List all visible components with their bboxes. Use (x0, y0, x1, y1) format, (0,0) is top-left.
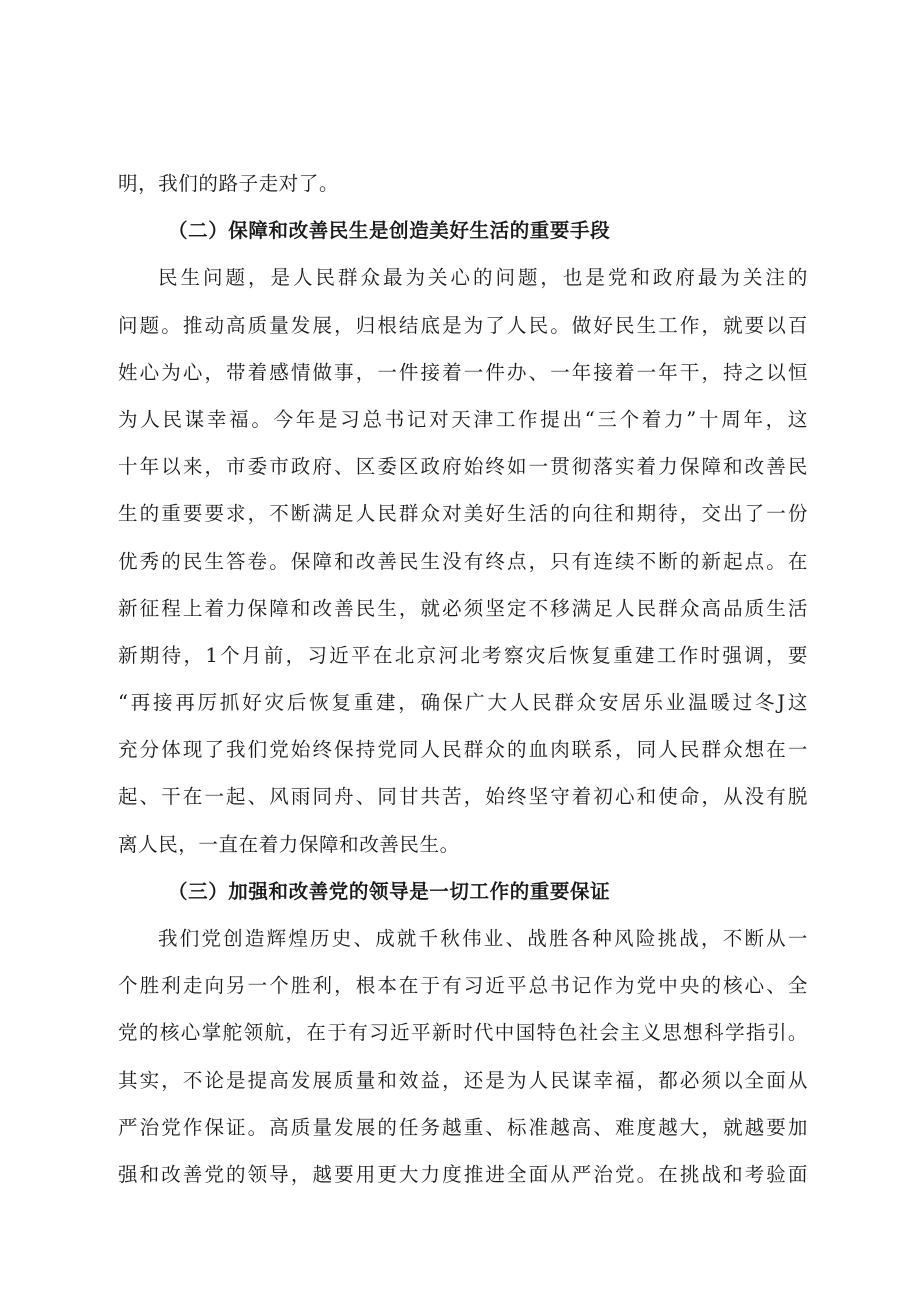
paragraph-line: 新期待，1个月前，习近平在北京河北考察灾后恢复重建工作时强调，要 (118, 643, 808, 667)
paragraph-line: 个胜利走向另一个胜利，根本在于有习近平总书记作为党中央的核心、全 (118, 974, 808, 998)
paragraph-line: 起、干在一起、风雨同舟、同甘共苦，始终坚守着初心和使命，从没有脱 (118, 785, 808, 809)
paragraph-line: 强和改善党的领导，越要用更大力度推进全面从严治党。在挑战和考验面 (118, 1162, 808, 1186)
paragraph-line: 党的核心掌舵领航，在于有习近平新时代中国特色社会主义思想科学指引。 (118, 1021, 808, 1045)
document-body (118, 160, 808, 1198)
paragraph-line: 明，我们的路子走对了。 (118, 172, 340, 195)
paragraph-line: 我们党创造辉煌历史、成就千秋伟业、战胜各种风险挑战，不断从一 (158, 927, 808, 950)
paragraph-line: 姓心为心，带着感情做事，一件接着一件办、一年接着一年干，持之以恒 (118, 360, 808, 384)
paragraph-line: 民生问题，是人民群众最为关心的问题，也是党和政府最为关注的 (158, 266, 808, 290)
section-heading-3: （三）加强和改善党的领导是一切工作的重要保证 (168, 879, 611, 903)
paragraph-line: “再接再厉抓好灾后恢复重建，确保广大人民群众安居乐业温暖过冬J这 (118, 691, 808, 715)
paragraph-line: 充分体现了我们党始终保持党同人民群众的血肉联系，同人民群众想在一 (118, 738, 808, 762)
paragraph-line: 为人民谋幸福。今年是习总书记对天津工作提出“三个着力”十周年，这 (118, 407, 808, 431)
paragraph-line: 离人民，一直在着力保障和改善民生。 (118, 832, 460, 856)
paragraph-line: 严治党作保证。高质量发展的任务越重、标准越高、难度越大，就越要加 (118, 1115, 808, 1139)
paragraph-line: 新征程上着力保障和改善民生，就必须坚定不移满足人民群众高品质生活 (118, 596, 808, 620)
paragraph-line: 优秀的民生答卷。保障和改善民生没有终点，只有连续不断的新起点。在 (118, 549, 808, 573)
paragraph-line: 生的重要要求，不断满足人民群众对美好生活的向往和期待，交出了一份 (118, 502, 808, 526)
paragraph-line: 其实，不论是提高发展质量和效益，还是为人民谋幸福，都必须以全面从 (118, 1068, 808, 1092)
paragraph-line: 问题。推动高质量发展，归根结底是为了人民。做好民生工作，就要以百 (118, 313, 808, 337)
section-heading-2: （二）保障和改善民生是创造美好生活的重要手段 (168, 219, 611, 243)
paragraph-line: 十年以来，市委市政府、区委区政府始终如一贯彻落实着力保障和改善民 (118, 455, 808, 479)
